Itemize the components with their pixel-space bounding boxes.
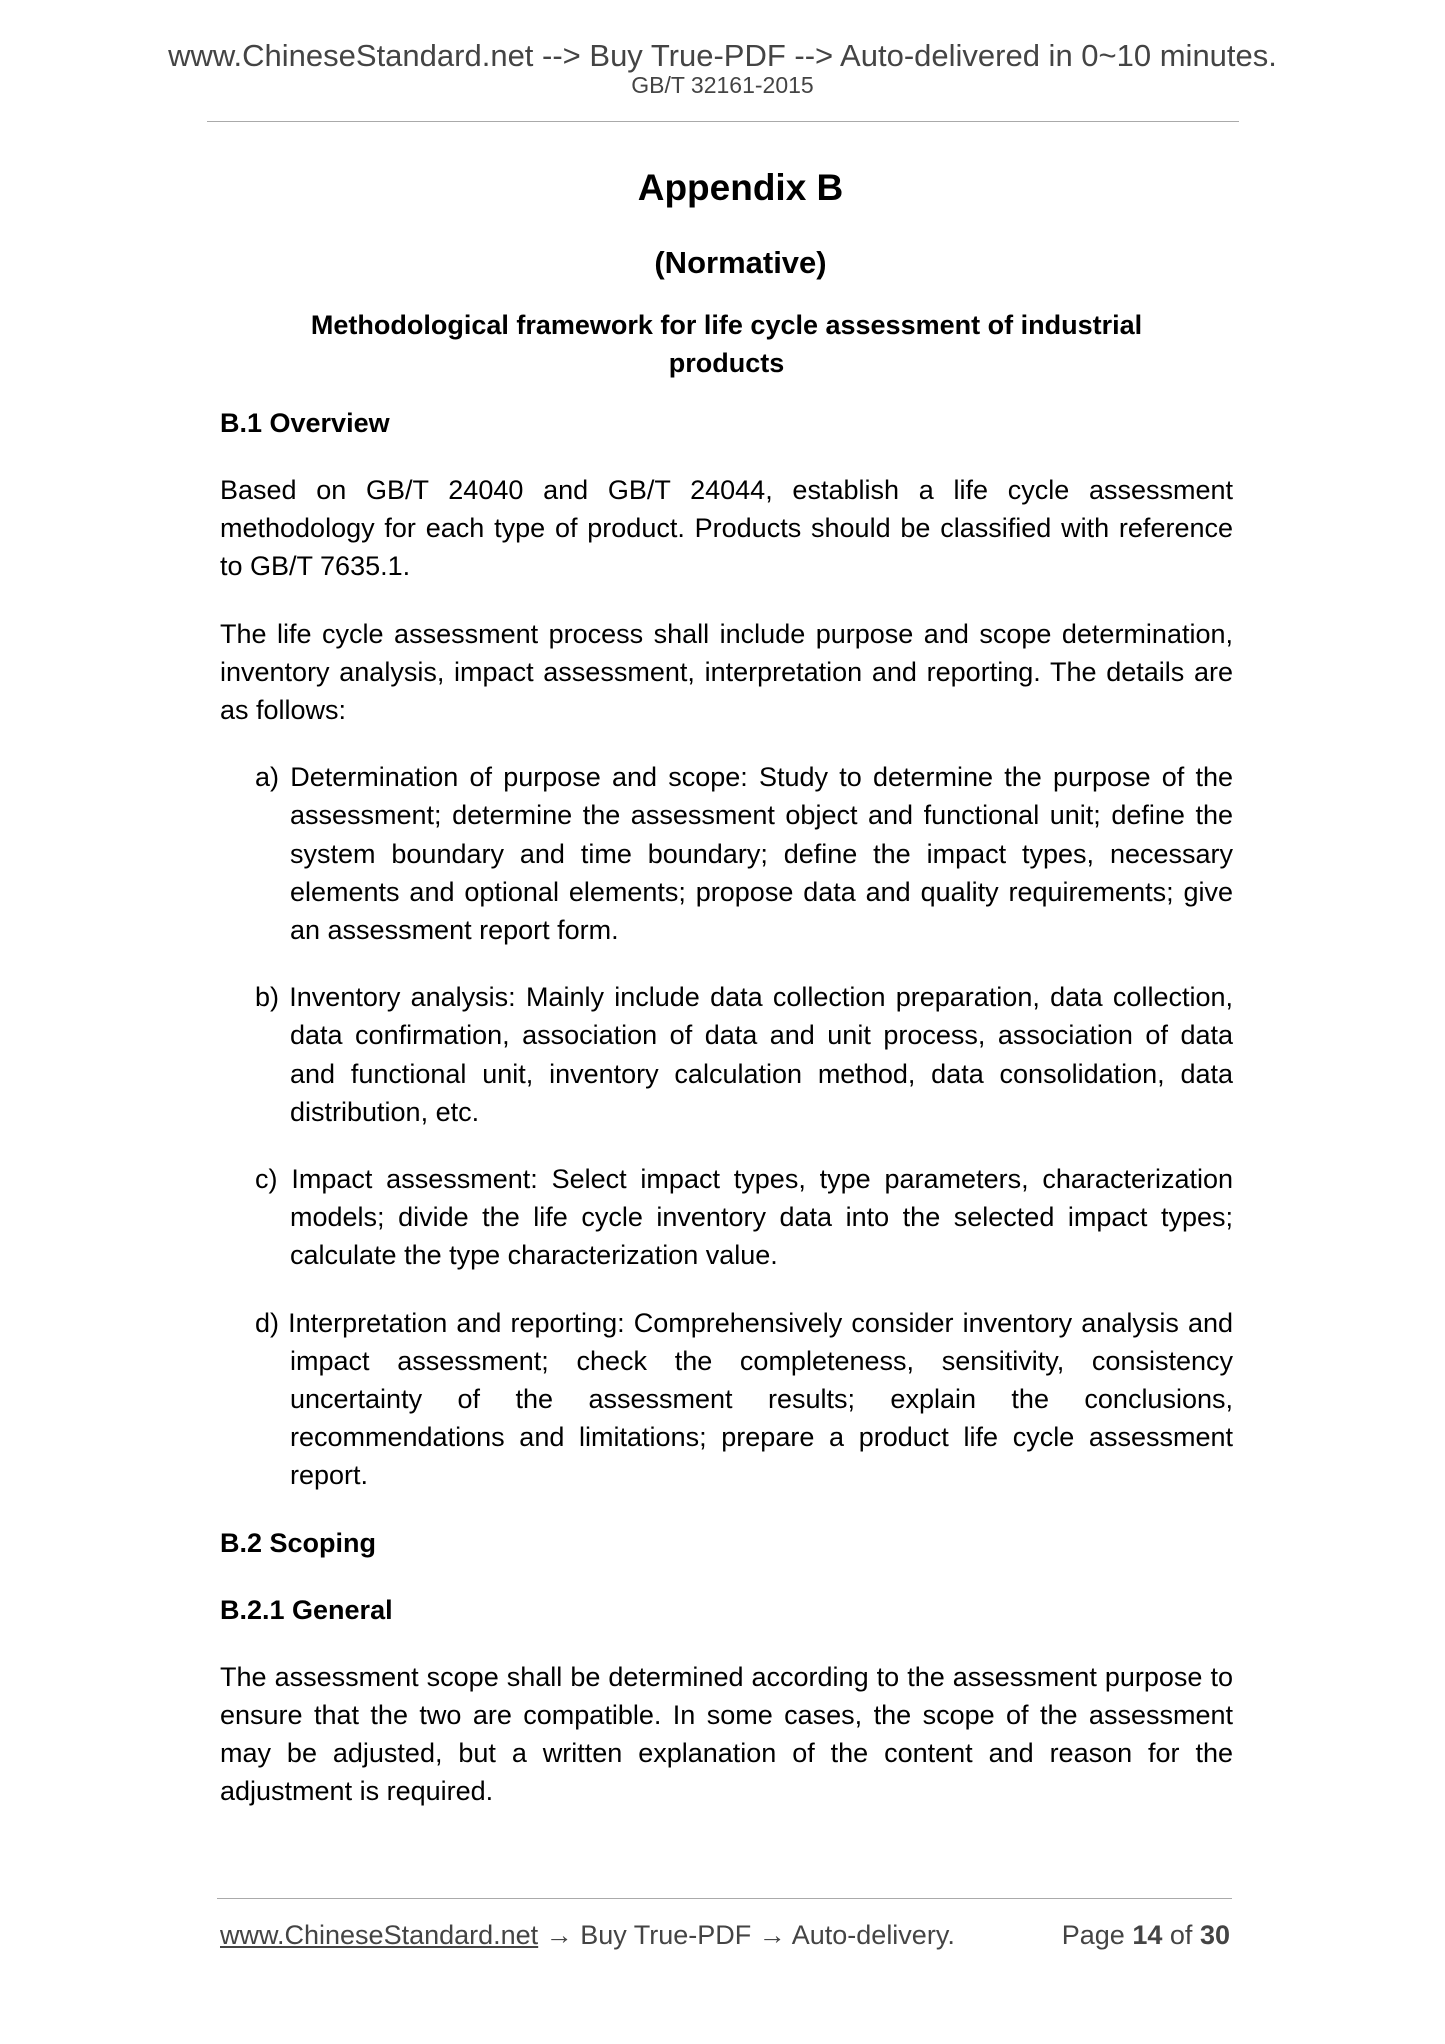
paragraph-b1-1: Based on GB/T 24040 and GB/T 24044, establish a life cycle assessment methodology for each type of product. Products should be classified with reference to GB/T 7635.1. xyxy=(220,475,1233,582)
footer-site-link[interactable]: www.ChineseStandard.net xyxy=(220,1920,539,1950)
list-item-a: a) Determination of purpose and scope: Study to determine the purpose of the assessment; determine the assessment object and functional unit; define the system boundary and time boundary; define the impact types, necessary elements and optional elements; propose data and quality requirements; give an assessment report form. xyxy=(255,762,1233,946)
page-label: Page xyxy=(1061,1920,1125,1950)
page-footer xyxy=(220,1919,1230,1951)
section-heading-b1: B.1 Overview xyxy=(220,408,390,438)
site-banner: www.ChineseStandard.net --> Buy True-PDF --> Auto-delivered in 0~10 minutes. xyxy=(168,38,1277,73)
appendix-status: (Normative) xyxy=(654,245,827,280)
total-pages: 30 xyxy=(1199,1920,1230,1950)
list-item-b: b) Inventory analysis: Mainly include data collection preparation, data collection, data confirmation, association of data and unit process, association of data and functional unit, inventory calculation method, data consolidation, data distribution, etc. xyxy=(255,982,1233,1127)
page-content xyxy=(220,166,1233,1810)
appendix-title: Appendix B xyxy=(637,167,844,208)
appendix-subtitle: Methodological framework for life cycle assessment of industrial products xyxy=(310,310,1143,378)
list-item-c: c) Impact assessment: Select impact types, type parameters, characterization models; divide the life cycle inventory data into the selected impact types; calculate the type characterization value. xyxy=(255,1164,1233,1271)
section-heading-b21: B.2.1 General xyxy=(220,1594,393,1625)
page-number: 14 xyxy=(1132,1920,1163,1950)
section-heading-b2: B.2 Scoping xyxy=(220,1527,377,1558)
paragraph-b1-2: The life cycle assessment process shall include purpose and scope determination, inventory analysis, impact assessment, interpretation and reporting. The details are as follows: xyxy=(220,618,1233,726)
of-label: of xyxy=(1169,1920,1193,1950)
paragraph-b21: The assessment scope shall be determined according to the assessment purpose to ensure that the two are compatible. In some cases, the scope of the assessment may be adjusted, but a written explanation of the content and reason for the adjustment is required. xyxy=(220,1661,1233,1807)
footer-divider xyxy=(217,1898,1232,1899)
header-divider xyxy=(207,121,1239,122)
page-indicator xyxy=(1062,1919,1230,1951)
list-item-d: d) Interpretation and reporting: Comprehensively consider inventory analysis and impact assessment; check the completeness, sensitivity, consistency uncertainty of the assessment results; explain the conclusions, recommendations and limitations; prepare a product life cycle assessment report. xyxy=(255,1307,1233,1491)
footer-nav-text: → Buy True-PDF → Auto-delivery. xyxy=(538,1920,955,1950)
standard-number: GB/T 32161-2015 xyxy=(631,72,814,98)
